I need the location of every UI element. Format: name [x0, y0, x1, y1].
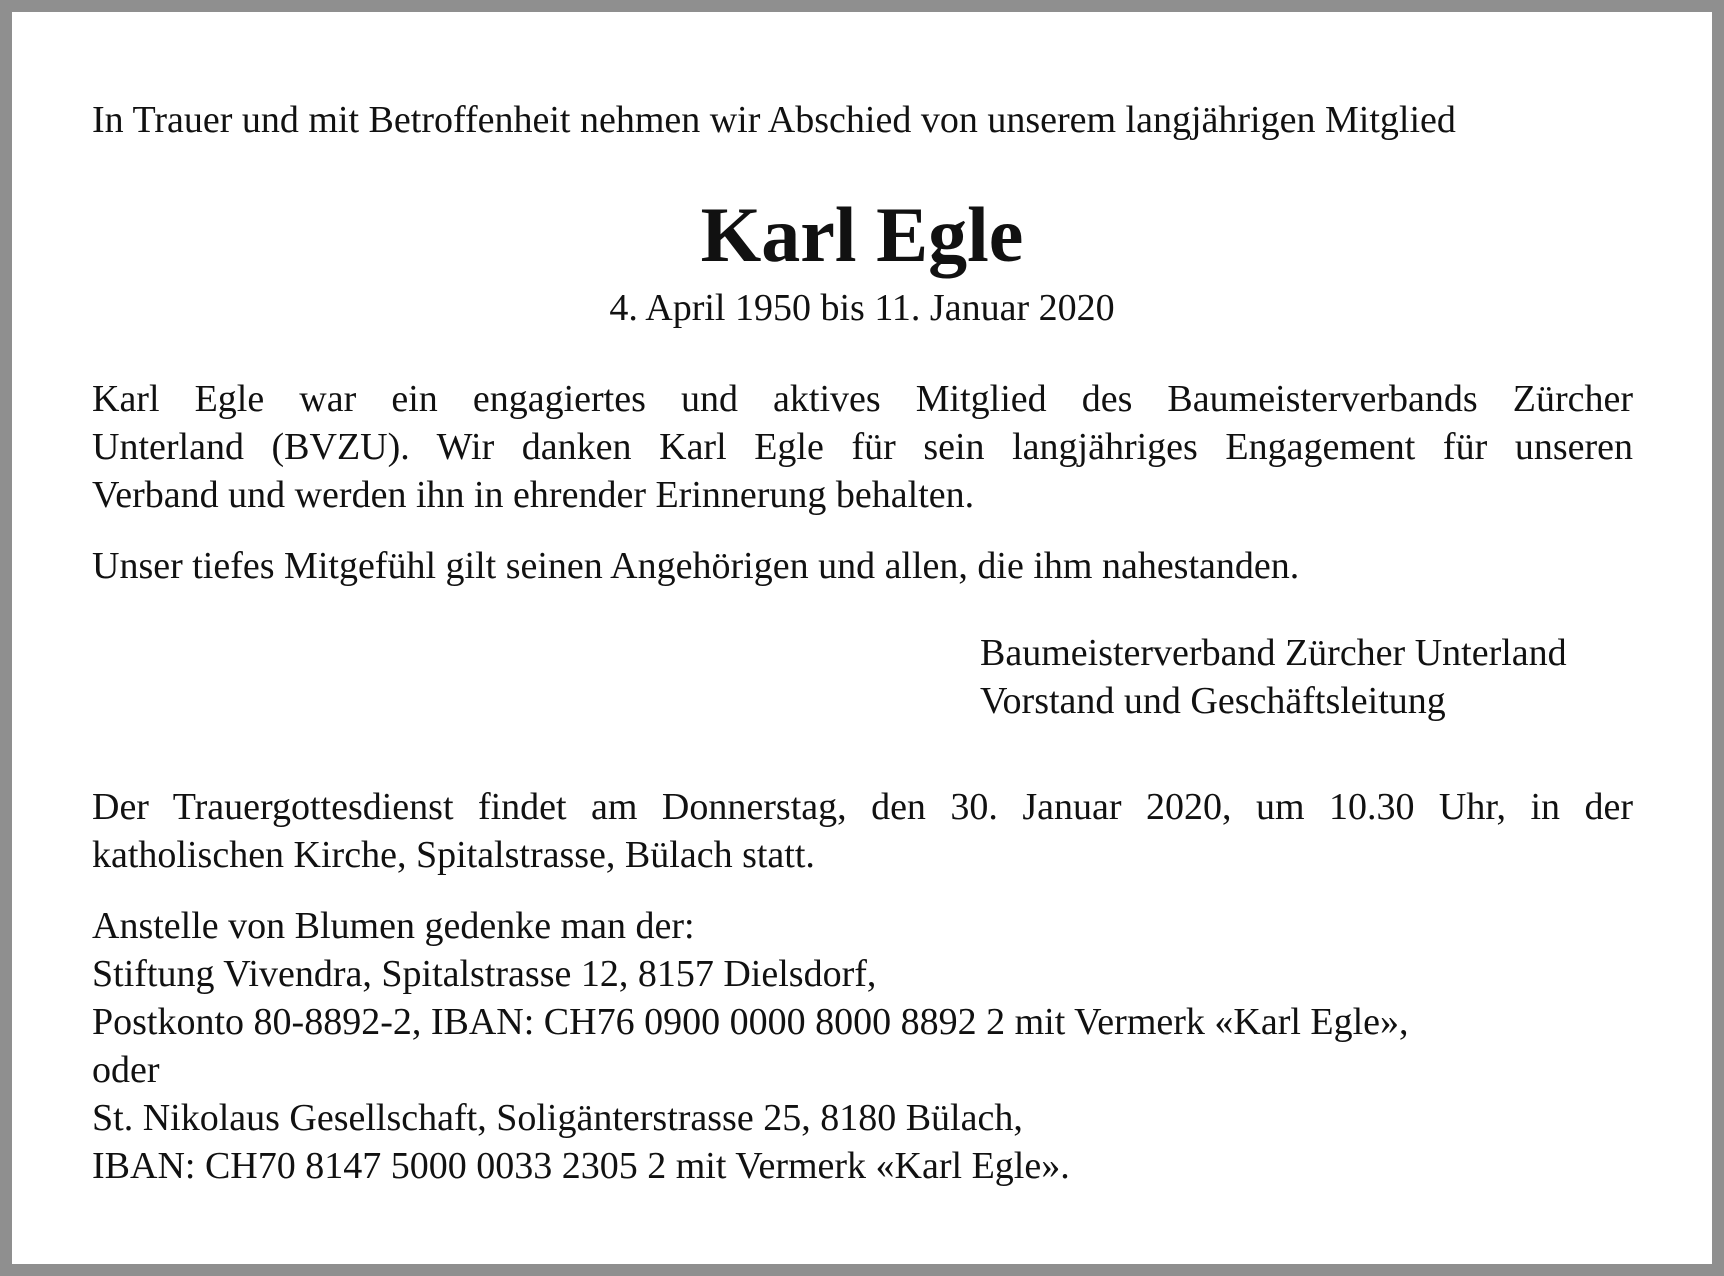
- donations-line: oder: [92, 1049, 160, 1091]
- service-paragraph: [92, 783, 1633, 879]
- donations-paragraph: [92, 902, 1409, 1190]
- deceased-name: Karl Egle: [700, 191, 1024, 278]
- signature-dept: Vorstand und Geschäftsleitung: [980, 680, 1446, 722]
- donations-line: IBAN: CH70 8147 5000 0033 2305 2 mit Vermerk «Karl Egle».: [92, 1145, 1070, 1187]
- tribute-line: Unterland (BVZU). Wir danken Karl Egle für sein langjähriges Engagement für unseren: [92, 426, 1633, 468]
- tribute-line: Karl Egle war ein engagiertes und aktives Mitglied des Baumeisterverbands Zürcher: [92, 378, 1633, 420]
- tribute-line: Verband und werden ihn in ehrender Erinnerung behalten.: [92, 474, 975, 516]
- donations-line: St. Nikolaus Gesellschaft, Soligänterstrasse 25, 8180 Bülach,: [92, 1097, 1023, 1139]
- service-line: katholischen Kirche, Spitalstrasse, Bülach statt.: [92, 834, 815, 876]
- donations-line: Stiftung Vivendra, Spitalstrasse 12, 8157 Dielsdorf,: [92, 953, 877, 995]
- tribute-paragraph: [92, 375, 1633, 519]
- signature-org: Baumeisterverband Zürcher Unterland: [980, 632, 1567, 674]
- condolence-text: Unser tiefes Mitgefühl gilt seinen Angehörigen und allen, die ihm nahestanden.: [92, 545, 1300, 587]
- service-line: Der Trauergottesdienst findet am Donnerstag, den 30. Januar 2020, um 10.30 Uhr, in der: [92, 786, 1633, 828]
- obituary-notice: [12, 12, 1712, 1264]
- donations-line: Anstelle von Blumen gedenke man der:: [92, 905, 695, 947]
- life-dates: 4. April 1950 bis 11. Januar 2020: [609, 287, 1115, 329]
- signature: [980, 629, 1567, 725]
- donations-line: Postkonto 80-8892-2, IBAN: CH76 0900 0000 8000 8892 2 mit Vermerk «Karl Egle»,: [92, 1001, 1409, 1043]
- intro-text: In Trauer und mit Betroffenheit nehmen wir Abschied von unserem langjährigen Mitglied: [92, 99, 1456, 141]
